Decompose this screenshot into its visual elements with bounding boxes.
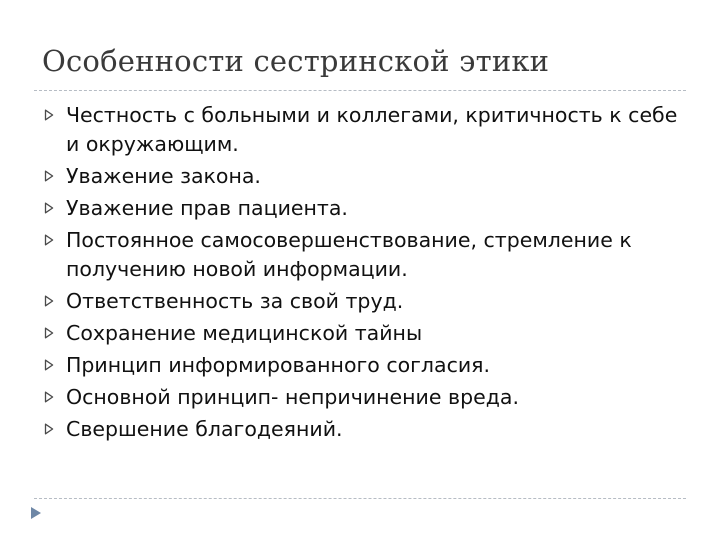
list-item	[44, 287, 684, 316]
list-item	[44, 415, 684, 444]
list-item	[44, 351, 684, 380]
bullet-text: Сохранение медицинской тайны	[66, 321, 423, 345]
list-item	[44, 194, 684, 223]
triangle-right-outline-icon	[44, 423, 54, 435]
triangle-right-outline-icon	[44, 327, 54, 339]
title-divider	[34, 90, 686, 91]
bullet-text: Ответственность за свой труд.	[66, 289, 404, 313]
bullet-text: Основной принцип- непричинение вреда.	[66, 385, 519, 409]
footer-divider	[34, 498, 686, 499]
play-arrow-icon[interactable]	[30, 506, 42, 520]
triangle-right-outline-icon	[44, 109, 54, 121]
bullet-text: Принцип информированного согласия.	[66, 353, 491, 377]
bullet-text: Честность с больными и коллегами, критичность к себе и окружающим.	[66, 103, 678, 156]
list-item	[44, 101, 684, 159]
list-item	[44, 383, 684, 412]
triangle-right-outline-icon	[44, 234, 54, 246]
bullet-text: Уважение прав пациента.	[66, 196, 348, 220]
bullet-list	[44, 101, 684, 447]
bullet-text: Свершение благодеяний.	[66, 417, 343, 441]
triangle-right-outline-icon	[44, 359, 54, 371]
list-item	[44, 226, 684, 284]
list-item	[44, 319, 684, 348]
triangle-right-outline-icon	[44, 170, 54, 182]
list-item	[44, 162, 684, 191]
triangle-right-outline-icon	[44, 295, 54, 307]
bullet-text: Уважение закона.	[66, 164, 261, 188]
slide-title: Особенности сестринской этики	[42, 44, 550, 78]
triangle-right-outline-icon	[44, 202, 54, 214]
bullet-text: Постоянное самосовершенствование, стремление к получению новой информации.	[66, 228, 632, 281]
triangle-right-outline-icon	[44, 391, 54, 403]
